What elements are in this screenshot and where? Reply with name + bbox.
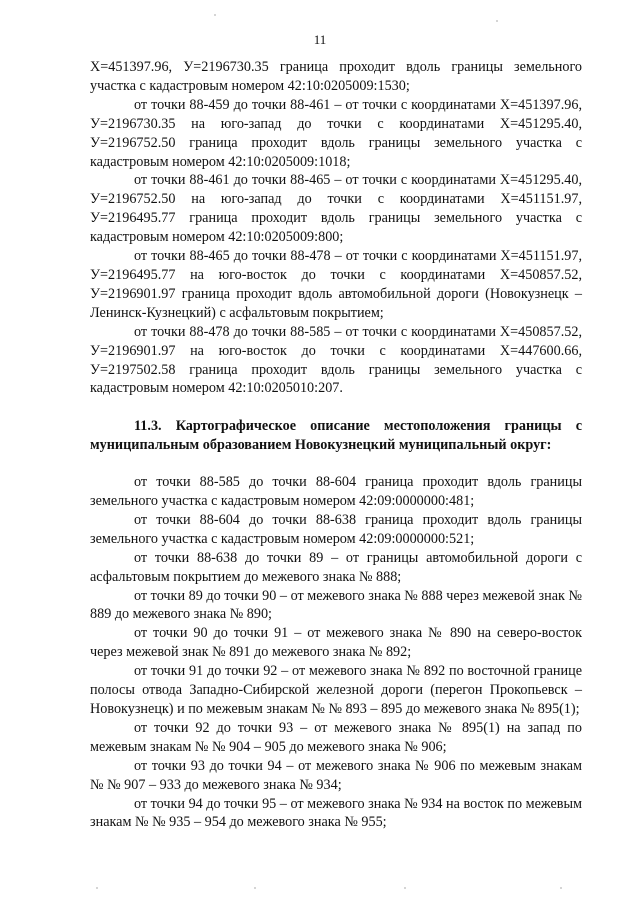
paragraph-segment-89-90: от точки 89 до точки 90 – от межевого знака № 888 через межевой знак № 889 до межевого знака № 890; [90, 587, 582, 623]
paragraph-segment-88-604-88-638: от точки 88-604 до точки 88-638 граница проходит вдоль границы земельного участка с кадастровым номером 42:09:0000000:521; [90, 511, 582, 547]
paragraph-segment-88-459-88-461: от точки 88-459 до точки 88-461 – от точки с координатами X=451397.96, У=2196730.35 на юго-запад до точки с координатами X=451295.40, У=2196752.50 граница проходит вдоль границы земельного участка с кадастровым номером 42:10:0205009:1018; [90, 96, 582, 170]
paragraph-continuation: X=451397.96, У=2196730.35 граница проходит вдоль границы земельного участка с кадастровым номером 42:10:0205009:1530; [90, 59, 582, 94]
paragraph-segment-88-478-88-585: от точки 88-478 до точки 88-585 – от точки с координатами X=450857.52, У=2196901.97 на юго-восток до точки с координатами X=447600.66, У=2197502.58 граница проходит вдоль границы земельного участка с кадастровым номером 42:10:0205010:207. [90, 323, 582, 397]
paragraph-segment-93-94: от точки 93 до точки 94 – от межевого знака № 906 по межевым знакам № № 907 – 933 до межевого знака № 934; [90, 757, 582, 793]
paragraph-segment-88-638-89: от точки 88-638 до точки 89 – от границы автомобильной дороги с асфальтовым покрытием до межевого знака № 888; [90, 549, 582, 585]
paragraph-segment-88-461-88-465: от точки 88-461 до точки 88-465 – от точки с координатами X=451295.40, У=2196752.50 на юго-запад до точки с координатами X=451151.97, У=2196495.77 граница проходит вдоль границы земельного участка с кадастровым номером 42:10:0205009:800; [90, 172, 582, 246]
paragraph-segment-92-93: от точки 92 до точки 93 – от межевого знака № 895(1) на запад по межевым знакам № № 904 – 905 до межевого знака № 906; [90, 719, 582, 755]
document-body [90, 58, 582, 832]
page-number: 11 [313, 32, 327, 47]
paragraph-segment-94-95: от точки 94 до точки 95 – от межевого знака № 934 на восток по межевым знакам № № 935 – 954 до межевого знака № 955; [90, 795, 582, 831]
scan-speck [560, 887, 562, 889]
scan-speck [496, 20, 498, 22]
paragraph-segment-90-91: от точки 90 до точки 91 – от межевого знака № 890 на северо-восток через межевой знак № 891 до межевого знака № 892; [90, 625, 582, 661]
paragraph-segment-88-585-88-604: от точки 88-585 до точки 88-604 граница проходит вдоль границы земельного участка с кадастровым номером 42:09:0000000:481; [90, 474, 582, 510]
scan-speck [254, 887, 256, 889]
paragraph-segment-88-465-88-478: от точки 88-465 до точки 88-478 – от точки с координатами X=451151.97, У=2196495.77 на юго-восток до точки с координатами X=450857.52, У=2196901.97 граница проходит вдоль автомобильной дороги (Новокузнецк – Ленинск-Кузнецкий) с асфальтовым покрытием; [90, 248, 582, 321]
scan-speck [404, 887, 406, 889]
scan-speck [214, 14, 216, 16]
paragraph-segment-91-92: от точки 91 до точки 92 – от межевого знака № 892 по восточной границе полосы отвода Западно-Сибирской железной дороги (перегон Прокопьевск – Новокузнецк) и по межевым знакам № № 893 – 895 до межевого знака № 895(1); [90, 663, 582, 717]
scan-speck [96, 887, 98, 889]
section-heading-11-3: 11.3. Картографическое описание местоположения границы с муниципальным образованием Новокузнецкий муниципальный округ: [90, 418, 582, 454]
